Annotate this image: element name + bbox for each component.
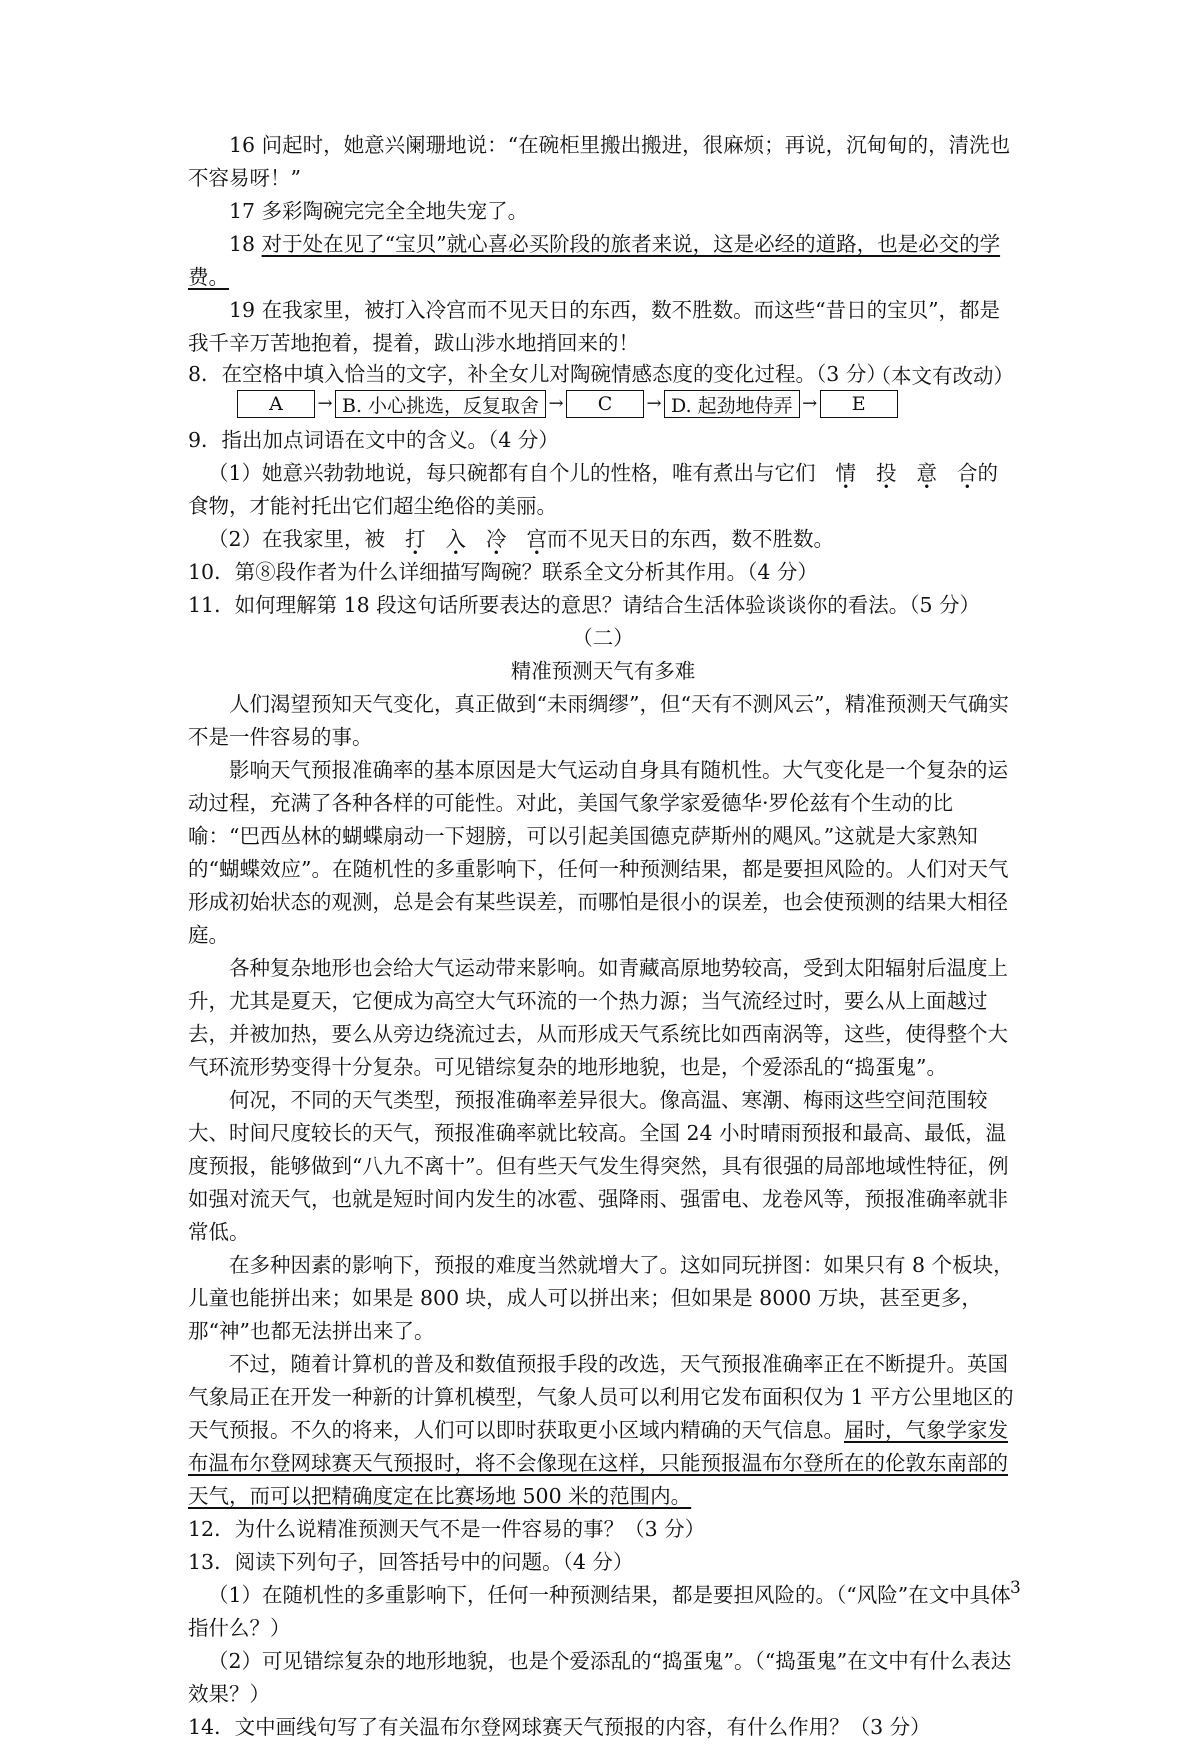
question-11: 11．如何理解第 18 段这句话所要表达的意思？请结合生活体验谈谈你的看法。（5 分）: [188, 593, 981, 617]
paragraph-17: 17 多彩陶碗完完全全地失宠了。: [229, 199, 529, 223]
underlined-sentence-18: 对于处在见了“宝贝”就心喜必买阶段的旅者来说，这是必经的道路，也是必交的学费。: [188, 232, 1001, 289]
flow-box-d: D. 起劲地侍弄: [664, 390, 800, 418]
questions-and-passage-two: [188, 424, 1018, 1744]
question-13-item-2: （2）可见错综复杂的地形地貌，也是个爱添乱的“捣蛋鬼”。（“捣蛋鬼”在文中有什么表达效果？）: [188, 1649, 1012, 1706]
flow-box-e: E: [820, 390, 898, 418]
arrow-right-icon: →: [646, 393, 662, 414]
flow-box-c: C: [566, 390, 644, 418]
question-13-text: 13．阅读下列句子，回答括号中的问题。（4 分）: [188, 1550, 634, 1574]
emotion-flow-chart: [237, 389, 898, 419]
question-14: 14．文中画线句写了有关温布尔登网球赛天气预报的内容，有什么作用？（3 分）: [188, 1715, 931, 1739]
paragraph-16: 16 问起时，她意兴阑珊地说：“在碗柜里搬出搬进，很麻烦；再说，沉甸甸的，清洗也不容易呀！”: [188, 133, 1011, 190]
question-8-text: 8．在空格中填入恰当的文字，补全女儿对陶碗情感态度的变化过程。（3 分）: [188, 362, 887, 386]
dotted-word-1: 情 投 意 合: [835, 461, 978, 485]
passage-two-paragraph-1: 人们渴望预知天气变化，真正做到“未雨绸缪”，但“天有不测风云”，精准预测天气确实不是一件容易的事。: [188, 692, 1009, 749]
arrow-right-icon: →: [317, 393, 333, 414]
question-9-item-1: （1）她意兴勃勃地说，每只碗都有自个儿的性格，唯有煮出与它们 情 投 意 合的食物，才能衬托出它们超尘绝俗的美丽。: [188, 461, 999, 518]
passage-two-paragraph-4: 何况，不同的天气类型，预报准确率差异很大。像高温、寒潮、梅雨这些空间范围较大、时间尺度较长的天气，预报准确率就比较高。全国 24 小时晴雨预报和最高、最低，温度预报，能够做到“八九不离十”。但有些天气发生得突然，具有很强的局部地域性特征，例如强对流天气，也就是短时间内发生的冰雹、强降雨、强雷电、龙卷风等，预报准确率就非常低。: [188, 1088, 1009, 1244]
underlined-sentence-wimbledon: 届时，气象学家发布温布尔登网球赛天气预报时，将不会像现在这样，只能预报温布尔登所在的伦敦东南部的天气，而可以把精确度定在比赛场地 500 米的范围内。: [188, 1418, 1008, 1508]
dotted-word-2: 打 入 冷 宫: [405, 527, 548, 551]
passage-two-paragraph-6: 不过，随着计算机的普及和数值预报手段的改选，天气预报准确率正在不断提升。英国气象局正在开发一种新的计算机模型，气象人员可以利用它发布面积仅为 1 平方公里地区的天气预报。不久的将来，人们可以即时获取更小区域内精确的天气信息。届时，气象学家发布温布尔登网球赛天气预报时，将不会像现在这样，只能预报温布尔登所在的伦敦东南部的天气，而可以把精确度定在比赛场地 500 米的范围内。: [188, 1352, 1014, 1508]
paragraph-18: [188, 228, 1018, 294]
question-9-text: 9．指出加点词语在文中的含义。（4 分）: [188, 428, 559, 452]
question-12: 12．为什么说精准预测天气不是一件容易的事？（3 分）: [188, 1517, 706, 1541]
passage-two-paragraph-5: 在多种因素的影响下，预报的难度当然就增大了。这如同玩拼图：如果只有 8 个板块，儿童也能拼出来；如果是 800 块，成人可以拼出来；但如果是 8000 万块，甚至更多，那“神”也都无法拼出来了。: [188, 1253, 1014, 1343]
question-9-item-2: （2）在我家里，被 打 入 冷 宫而不见天日的东西，数不胜数。: [208, 527, 835, 551]
arrow-right-icon: →: [802, 393, 818, 414]
flow-box-a: A: [237, 390, 315, 418]
section-two-label: （二）: [572, 626, 634, 650]
arrow-right-icon: →: [548, 393, 564, 414]
page-number: 3: [1010, 1578, 1021, 1598]
question-10: 10．第⑧段作者为什么详细描写陶碗？联系全文分析其作用。（4 分）: [188, 560, 818, 584]
question-13-item-1: （1）在随机性的多重影响下，任何一种预测结果，都是要担风险的。（“风险”在文中具体指什么？）: [188, 1583, 1011, 1640]
passage-two-paragraph-2: 影响天气预报准确率的基本原因是大气运动自身具有随机性。大气变化是一个复杂的运动过程，充满了各种各样的可能性。对此，美国气象学家爱德华·罗伦兹有个生动的比喻：“巴西丛林的蝴蝶扇动一下翅膀，可以引起美国德克萨斯州的飓风。”这就是大家熟知的“蝴蝶效应”。在随机性的多重影响下，任何一种预测结果，都是要担风险的。人们对天气形成初始状态的观测，总是会有某些误差，而哪怕是很小的误差，也会使预测的结果大相径庭。: [188, 758, 1009, 947]
paragraph-18-number: 18: [229, 232, 262, 256]
passage-two-paragraph-3: 各种复杂地形也会给大气运动带来影响。如青藏高原地势较高，受到太阳辐射后温度上升，尤其是夏天，它便成为高空大气环流的一个热力源；当气流经过时，要么从上面越过去，并被加热，要么从旁边绕流过去，从而形成天气系统比如西南涡等，这些，使得整个大气环流形势变得十分复杂。可见错综复杂的地形地貌，也是，个爱添乱的“捣蛋鬼”。: [188, 956, 1008, 1079]
flow-box-b: B. 小心挑选，反复取舍: [335, 390, 546, 418]
passage-one-continued: [188, 129, 1018, 393]
question-8: [188, 358, 1018, 391]
paragraph-19: 19 在我家里，被打入冷宫而不见天日的东西，数不胜数。而这些“昔日的宝贝”，都是我千辛万苦地抱着，提着，跋山涉水地捎回来的！: [188, 298, 1001, 355]
passage-two-title: 精准预测天气有多难: [510, 659, 696, 683]
adaptation-note: （本文有改动）: [870, 364, 1014, 388]
